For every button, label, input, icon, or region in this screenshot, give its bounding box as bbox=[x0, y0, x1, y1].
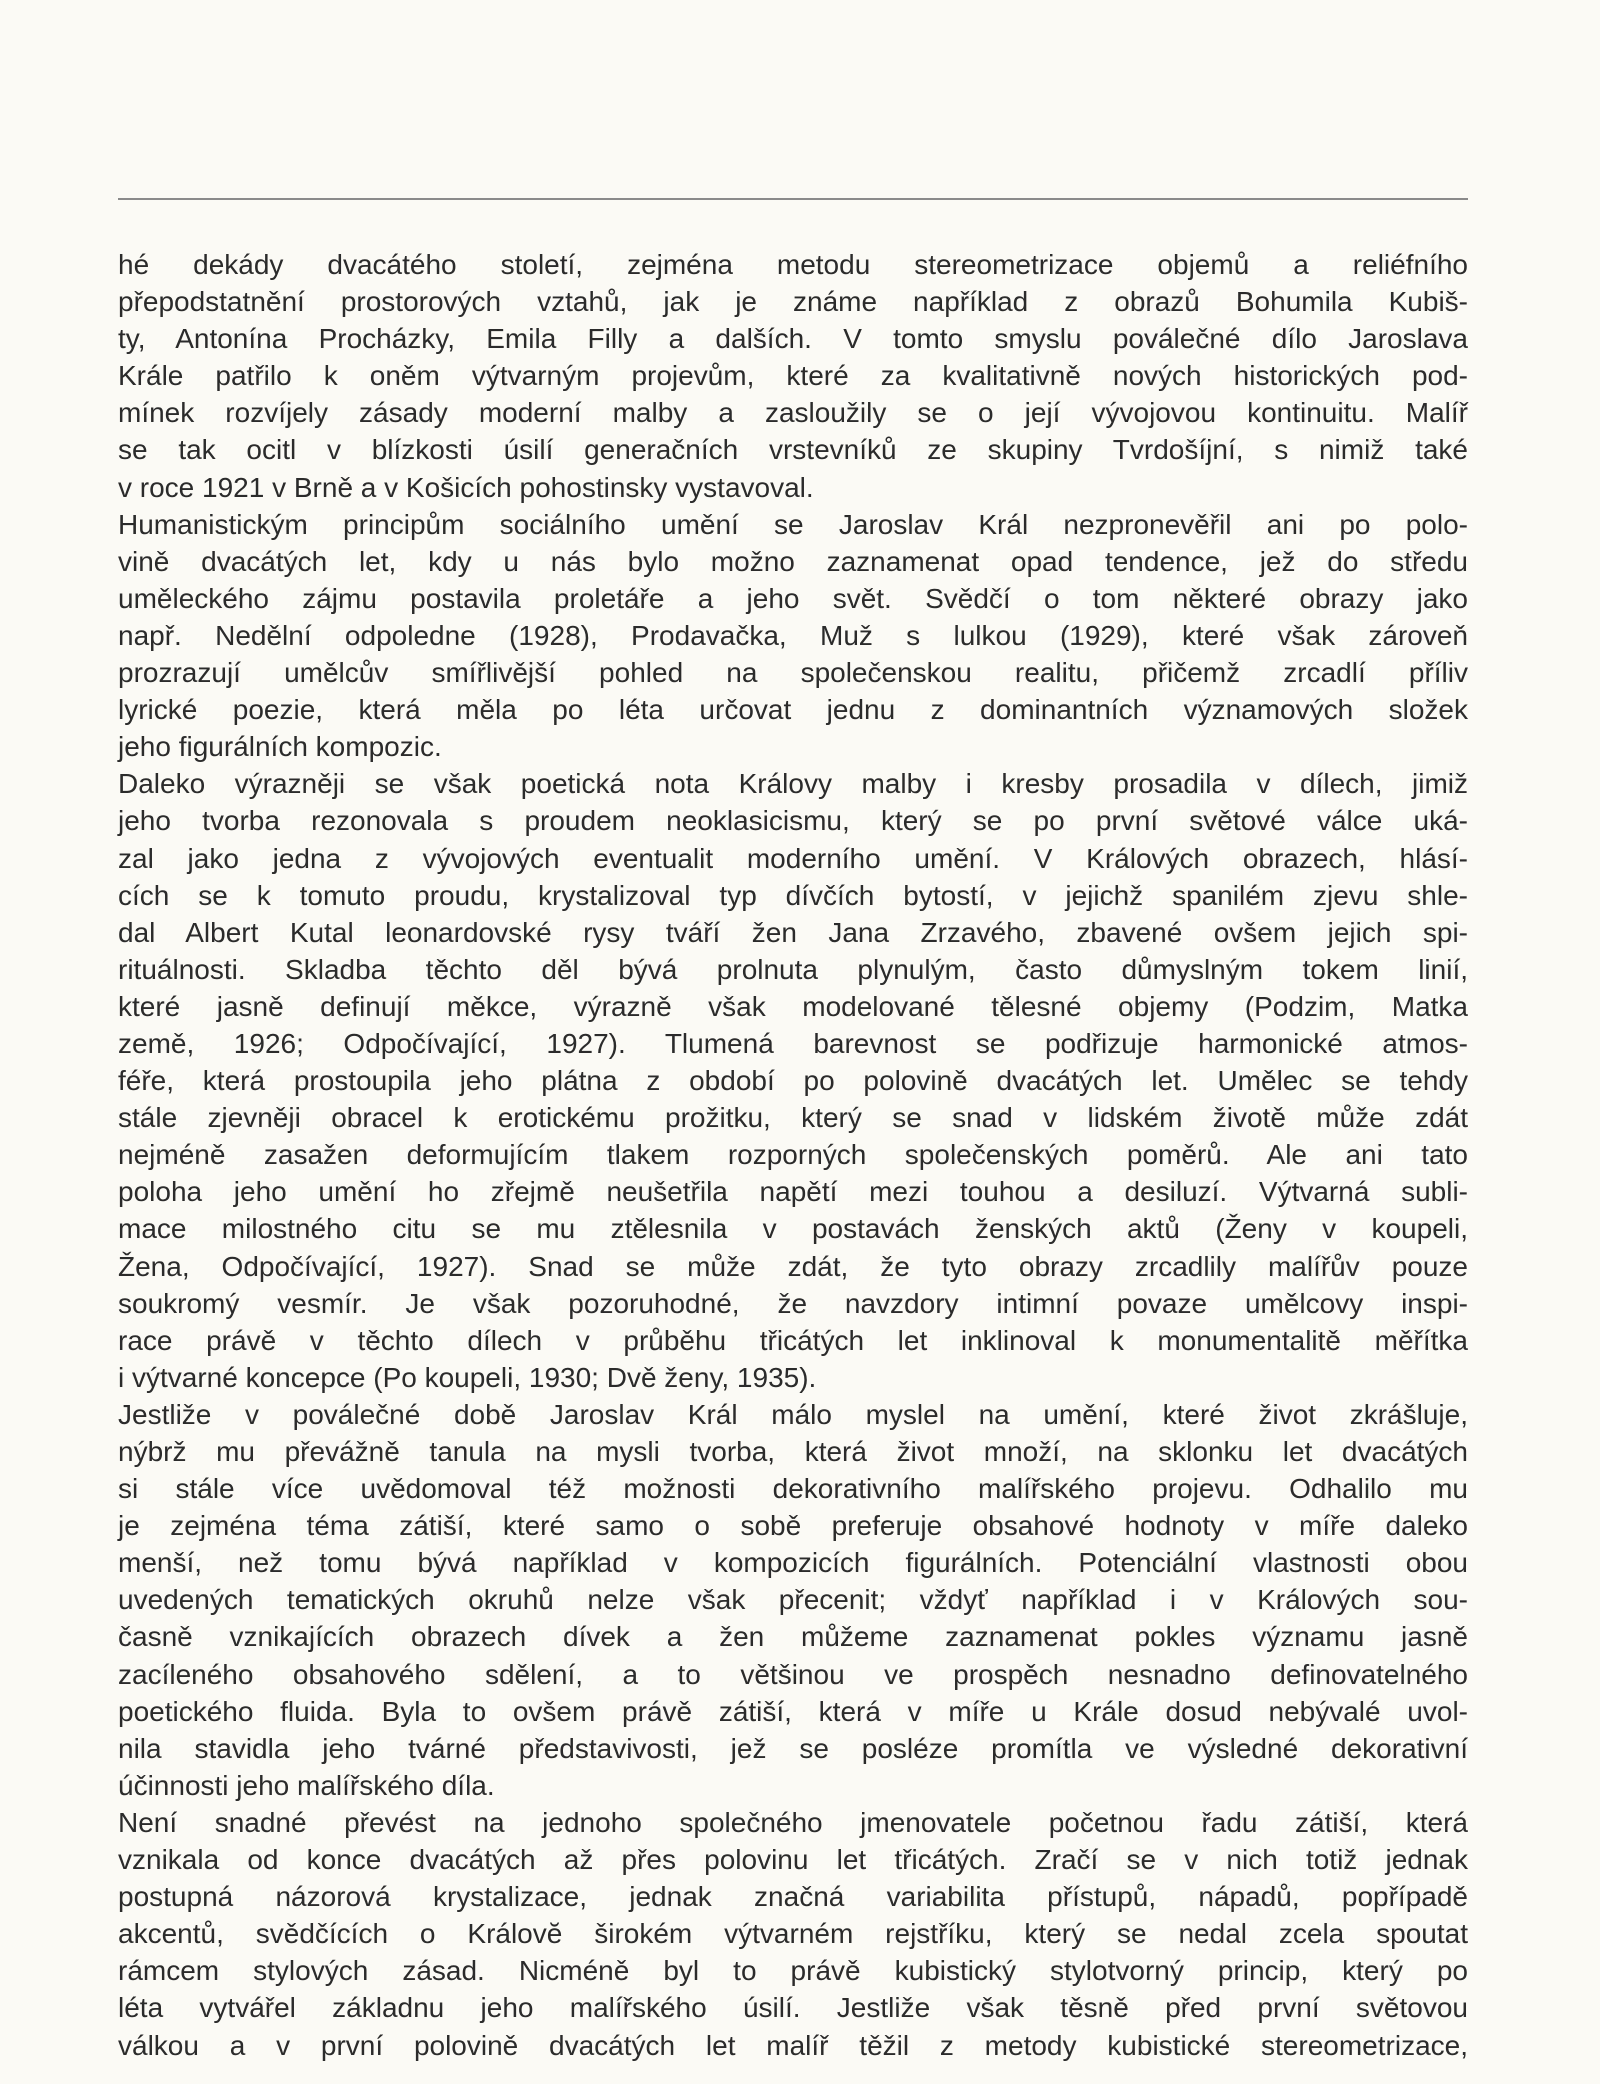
header-rule bbox=[118, 198, 1468, 200]
text-line: vznikala od konce dvacátých až přes polovinu let třicátých. Zračí se v nich totiž jednak bbox=[118, 1844, 1468, 1876]
text-line: race právě v těchto dílech v průběhu třicátých let inklinoval k monumentalitě měřítka bbox=[118, 1324, 1468, 1356]
text-line: časně vznikajících obrazech dívek a žen můžeme zaznamenat pokles významu jasně bbox=[118, 1621, 1468, 1653]
text-line: nejméně zasažen deformujícím tlakem rozporných společenských poměrů. Ale ani tato bbox=[118, 1139, 1468, 1171]
text-line: féře, která prostoupila jeho plátna z období po polovině dvacátých let. Umělec se tehdy bbox=[118, 1065, 1468, 1097]
text-line: válkou a v první polovině dvacátých let malíř těžil z metody kubistické stereometrizace, bbox=[118, 2029, 1468, 2061]
text-line: v roce 1921 v Brně a v Košicích pohostinsky vystavoval. bbox=[118, 471, 814, 503]
text-line: akcentů, svědčících o Královĕ širokém výtvarném rejstříku, který se nedal zcela spoutat bbox=[118, 1918, 1468, 1950]
text-line: zal jako jedna z vývojových eventualit moderního umění. V Králových obrazech, hlásí- bbox=[118, 842, 1468, 874]
text-line: rámcem stylových zásad. Nicméně byl to právě kubistický stylotvorný princip, který po bbox=[118, 1955, 1468, 1987]
text-line: soukromý vesmír. Je však pozoruhodné, že navzdory intimní povaze umělcovy inspi- bbox=[118, 1287, 1468, 1319]
text-line: které jasně definují měkce, výrazně však modelované tělesné objemy (Podzim, Matka bbox=[118, 990, 1468, 1022]
text-line: Humanistickým principům sociálního umění se Jaroslav Král nezpronevěřil ani po polo- bbox=[118, 508, 1468, 540]
text-line: léta vytvářel základnu jeho malířského úsilí. Jestliže však těsně před první světovou bbox=[118, 1992, 1468, 2024]
text-line: vině dvacátých let, kdy u nás bylo možno zaznamenat opad tendence, jež do středu bbox=[118, 545, 1468, 577]
text-line: přepodstatnění prostorových vztahů, jak je známe například z obrazů Bohumila Kubiš- bbox=[118, 286, 1468, 318]
text-line: Daleko výrazněji se však poetická nota Královy malby i kresby prosadila v dílech, jimiž bbox=[118, 768, 1468, 800]
body-text bbox=[118, 246, 1468, 2064]
text-line: nýbrž mu převážně tanula na mysli tvorba, která život množí, na sklonku let dvacátých bbox=[118, 1436, 1468, 1467]
text-line: lyrické poezie, která měla po léta určovat jednu z dominantních významových složek bbox=[118, 694, 1468, 726]
text-line: i výtvarné koncepce (Po koupeli, 1930; Dvě ženy, 1935). bbox=[118, 1361, 817, 1393]
text-line: menší, než tomu bývá například v kompozicích figurálních. Potenciální vlastnosti obou bbox=[118, 1547, 1468, 1579]
text-line: postupná názorová krystalizace, jednak značná variabilita přístupů, nápadů, popřípadě bbox=[118, 1881, 1468, 1913]
text-line: uvedených tematických okruhů nelze však přecenit; vždyť například i v Králových sou- bbox=[118, 1584, 1468, 1616]
text-line: nila stavidla jeho tvárné představivosti, jež se posléze promítla ve výsledné dekorativní bbox=[118, 1732, 1468, 1764]
paragraph bbox=[118, 506, 1468, 766]
text-line: účinnosti jeho malířského díla. bbox=[118, 1769, 495, 1801]
paragraph bbox=[118, 1396, 1468, 1804]
text-line: poloha jeho umění ho zřejmě neušetřila napětí mezi touhou a desiluzí. Výtvarná subli- bbox=[118, 1176, 1468, 1208]
text-line: uměleckého zájmu postavila proletáře a jeho svět. Svědčí o tom některé obrazy jako bbox=[118, 582, 1468, 614]
text-line: mace milostného citu se mu ztělesnila v postavách ženských aktů (Ženy v koupeli, bbox=[118, 1213, 1468, 1245]
text-line: např. Nedělní odpoledne (1928), Prodavačka, Muž s lulkou (1929), které však zároveň bbox=[118, 619, 1468, 651]
text-line: Není snadné převést na jednoho společného jmenovatele početnou řadu zátiší, která bbox=[118, 1806, 1468, 1838]
paragraph bbox=[118, 1804, 1468, 2064]
text-line: Krále patřilo k oněm výtvarným projevům, které za kvalitativně nových historických pod- bbox=[118, 360, 1468, 392]
text-line: jeho tvorba rezonovala s proudem neoklasicismu, který se po první světové válce uká- bbox=[118, 805, 1468, 837]
text-line: jeho figurálních kompozic. bbox=[118, 731, 442, 763]
text-line: stále zjevněji obracel k erotickému prožitku, který se snad v lidském životě může zdát bbox=[118, 1102, 1468, 1134]
text-line: Jestliže v poválečné době Jaroslav Král málo myslel na umění, které život zkrášluje, bbox=[118, 1398, 1468, 1430]
text-line: hé dekády dvacátého století, zejména metodu stereometrizace objemů a reliéfního bbox=[118, 249, 1468, 280]
text-line: zacíleného obsahového sdělení, a to většinou ve prospěch nesnadno definovatelného bbox=[118, 1658, 1468, 1690]
text-line: si stále více uvědomoval též možnosti dekorativního malířského projevu. Odhalilo mu bbox=[118, 1473, 1468, 1505]
text-line: ty, Antonína Procházky, Emila Filly a dalších. V tomto smyslu poválečné dílo Jaroslava bbox=[118, 323, 1468, 355]
text-line: mínek rozvíjely zásady moderní malby a zasloužily se o její vývojovou kontinuitu. Malíř bbox=[118, 397, 1468, 429]
paragraph bbox=[118, 246, 1468, 506]
text-line: země, 1926; Odpočívající, 1927). Tlumená barevnost se podřizuje harmonické atmos- bbox=[118, 1027, 1468, 1059]
text-line: Žena, Odpočívající, 1927). Snad se může zdát, že tyto obrazy zrcadlily malířův pouze bbox=[118, 1250, 1468, 1282]
text-line: cích se k tomuto proudu, krystalizoval typ dívčích bytostí, v jejichž spanilém zjevu shle- bbox=[118, 879, 1468, 911]
text-line: poetického fluida. Byla to ovšem právě zátiší, která v míře u Krále dosud nebývalé uvol- bbox=[118, 1695, 1468, 1727]
text-line: se tak ocitl v blízkosti úsilí generačních vrstevníků ze skupiny Tvrdošíjní, s nimiž také bbox=[118, 434, 1468, 466]
text-line: je zejména téma zátiší, které samo o sobě preferuje obsahové hodnoty v míře daleko bbox=[118, 1510, 1468, 1542]
paragraph bbox=[118, 765, 1468, 1396]
text-line: dal Albert Kutal leonardovské rysy tváří žen Jana Zrzavého, zbavené ovšem jejich spi- bbox=[118, 916, 1468, 948]
text-line: prozrazují umělcův smířlivější pohled na společenskou realitu, přičemž zrcadlí příliv bbox=[118, 657, 1468, 689]
text-line: rituálnosti. Skladba těchto děl bývá prolnuta plynulým, často důmyslným tokem linií, bbox=[118, 953, 1468, 985]
